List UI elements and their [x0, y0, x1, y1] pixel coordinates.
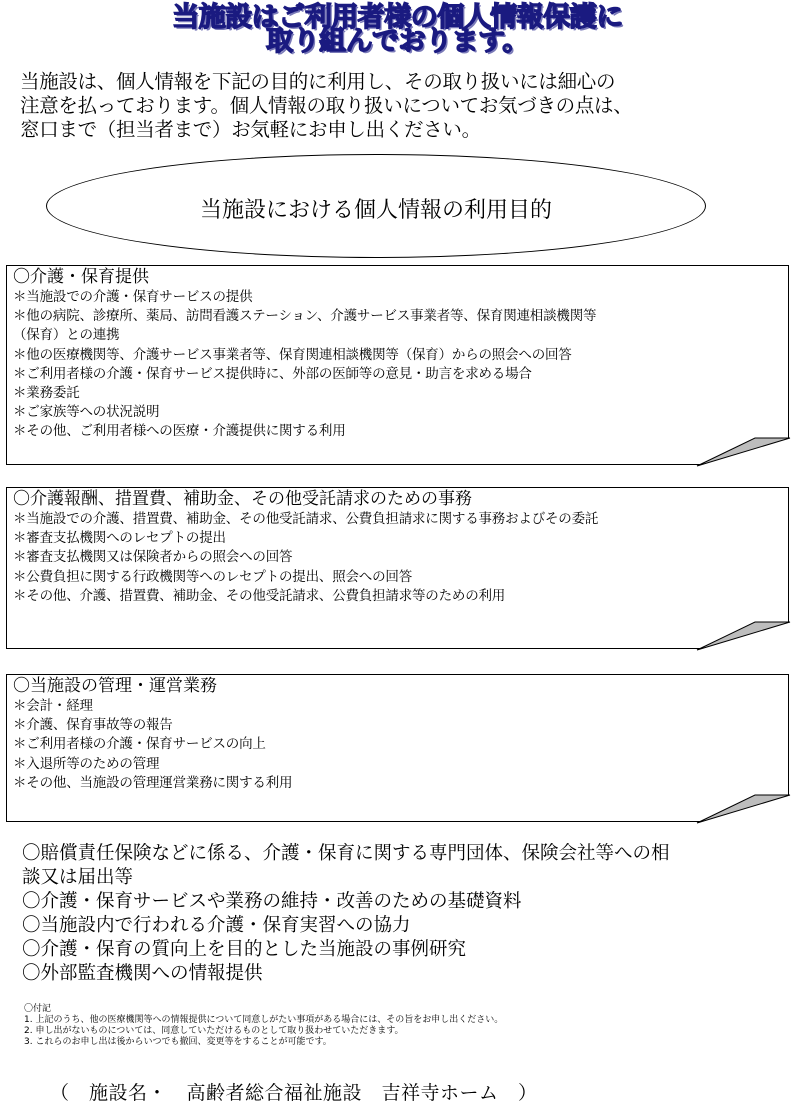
note-item: 2. 申し出がないものについては、同意していただけるものとして取り扱わせていただきます。: [24, 1026, 404, 1036]
list-item: 〇介護・保育の質向上を目的とした当施設の事例研究: [22, 939, 467, 960]
list-item: 談又は届出等: [22, 867, 134, 888]
section-card-care: [6, 265, 789, 465]
section-card-management: [6, 674, 789, 822]
other-purposes-list: [22, 842, 782, 986]
intro-line: 注意を払っております。個人情報の取り扱いについてお気づきの点は、: [20, 94, 633, 117]
list-item: ＊介護、保育事故等の報告: [13, 717, 173, 734]
notes-section: [24, 1004, 503, 1048]
list-item: ＊ご利用者様の介護・保育サービス提供時に、外部の医師等の意見・助言を求める場合: [13, 365, 532, 382]
list-item: ＊その他、当施設の管理運営業務に関する利用: [13, 774, 293, 791]
page-title-line-2: 取り組んでおります。: [266, 26, 529, 57]
list-item: ＊ご家族等への状況説明: [13, 404, 160, 421]
list-item: 〇賠償責任保険などに係る、介護・保育に関する専門団体、保険会社等への相: [22, 843, 670, 864]
list-item: ＊会計・経理: [13, 698, 93, 714]
list-item: 〇外部監査機関への情報提供: [22, 963, 263, 984]
list-item: ＊審査支払機関又は保険者からの照会への回答: [13, 549, 293, 566]
facility-name: （ 施設名・ 高齢者総合福祉施設 吉祥寺ホーム ）: [50, 1082, 538, 1104]
page-title-line-1: 当施設はご利用者様の個人情報保護に: [172, 2, 623, 33]
section-card-billing: [6, 487, 789, 649]
list-item: ＊公費負担に関する行政機関等へのレセプトの提出、照会への回答: [13, 568, 412, 585]
list-item: ＊その他、介護、措置費、補助金、その他受託請求、公費負担請求等のための利用: [13, 587, 506, 604]
list-item: ＊他の医療機関等、介護サービス事業者等、保育関連相談機関等（保育）からの照会への回答: [13, 346, 572, 363]
list-item: ＊当施設での介護、措置費、補助金、その他受託請求、公費負担請求に関する事務およびその委託: [13, 511, 599, 527]
list-item: ＊他の病院、診療所、薬局、訪問看護ステーション、介護サービス事業者等、保育関連相談機関等: [13, 308, 597, 325]
section-title: 〇介護・保育提供: [13, 267, 149, 287]
intro-paragraph: [20, 70, 780, 142]
list-item: ＊その他、ご利用者様への医療・介護提供に関する利用: [13, 423, 346, 440]
folded-corner-icon: [7, 488, 790, 650]
note-item: 1. 上記のうち、他の医療機関等への情報提供について同意しがたい事項がある場合には、その旨をお申し出ください。: [24, 1015, 504, 1025]
section-title: 〇介護報酬、措置費、補助金、その他受託請求のための事務: [13, 489, 472, 509]
folded-corner-icon: [7, 675, 790, 823]
intro-line: 当施設は、個人情報を下記の目的に利用し、その取り扱いには細心の: [20, 70, 616, 93]
list-item: ＊審査支払機関へのレセプトの提出: [13, 530, 226, 547]
list-item: 〇介護・保育サービスや業務の維持・改善のための基礎資料: [22, 891, 522, 912]
intro-line: 窓口まで（担当者まで）お気軽にお申し出ください。: [20, 118, 481, 141]
list-item: ＊ご利用者様の介護・保育サービスの向上: [13, 736, 266, 753]
list-item: （保育）との連携: [13, 327, 120, 344]
list-item: 〇当施設内で行われる介護・保育実習への協力: [22, 915, 411, 936]
list-item: ＊業務委託: [13, 385, 80, 402]
note-item: 3. これらのお申し出は後からいつでも撤回、変更等をすることが可能です。: [24, 1037, 332, 1047]
section-title: 〇当施設の管理・運営業務: [13, 676, 217, 696]
list-item: ＊入退所等のための管理: [13, 755, 160, 772]
purpose-heading: 当施設における個人情報の利用目的: [199, 198, 552, 223]
list-item: ＊当施設での介護・保育サービスの提供: [13, 289, 253, 305]
folded-corner-icon: [7, 266, 790, 466]
notes-heading: 〇付記: [24, 1004, 52, 1014]
purpose-heading-ellipse: [46, 154, 706, 258]
